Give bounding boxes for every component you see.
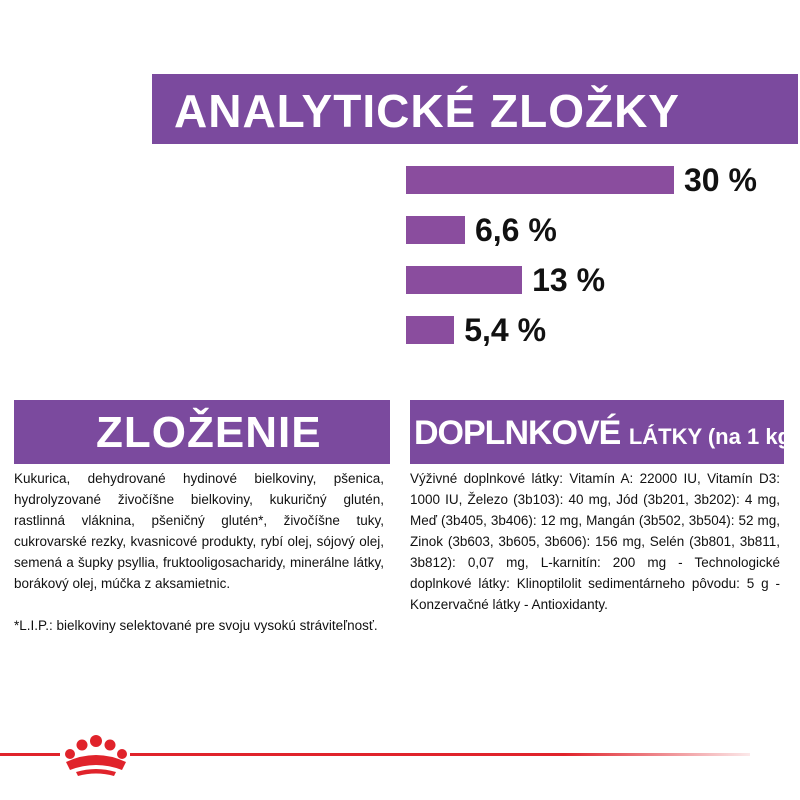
analytic-banner xyxy=(152,74,798,144)
analytic-title: ANALYTICKÉ ZLOŽKY xyxy=(174,85,680,137)
composition-banner xyxy=(14,400,390,464)
bottom-rule-left xyxy=(0,753,60,756)
supplements-banner xyxy=(410,400,799,464)
supplements-text: Výživné doplnkové látky: Vitamín A: 22000 IU, Vitamín D3: 1000 IU, Železo (3b103): 40 mg, Jód (3b201, 3b202): 4 mg, Meď (3b405, 3b406): 12 mg, Mangán (3b502, 3b504): 52 mg, Zinok (3b603, 3b605, 3b606): 156 mg, Selén (3b801, 3b811, 3b812): 0,07 mg, L-karnitín: 200 mg - Technologické doplnkové látky: Klinoptilolit sedimentárneho pôvodu: 5 g - Konzervačné látky - Antioxidanty. xyxy=(410,471,780,612)
composition-title: ZLOŽENIE xyxy=(96,408,322,457)
supplements-title-main: DOPLNKOVÉ xyxy=(414,414,621,452)
row-value: 13 % xyxy=(532,262,606,298)
crown-icon xyxy=(56,728,136,778)
value-bar xyxy=(406,166,674,194)
composition-note: *L.I.P.: bielkoviny selektované pre svoju vysokú stráviteľnosť. xyxy=(14,618,378,633)
row-value: 6,6 % xyxy=(474,212,557,248)
bottom-rule-right xyxy=(130,753,750,756)
value-bar xyxy=(406,316,454,344)
row-value: 5,4 % xyxy=(464,312,547,348)
value-bar xyxy=(406,266,522,294)
composition-text: Kukurica, dehydrované hydinové bielkoviny, pšenica, hydrolyzované živočíšne bielkoviny, kukuričný glutén, rastlinná vláknina, pšeničný glutén*, živočíšne tuky, cukrovarské rezky, kvasnicové produkty, rybí olej, sójový olej, semená a šupky psyllia, fruktooligosacharidy, minerálne látky, borákový olej, múčka z aksamietnic. xyxy=(14,471,384,591)
value-bar xyxy=(406,216,465,244)
row-value: 30 % xyxy=(684,162,757,198)
supplements-title xyxy=(414,414,798,453)
supplements-title-small: LÁTKY (na 1 kg) xyxy=(628,424,799,449)
